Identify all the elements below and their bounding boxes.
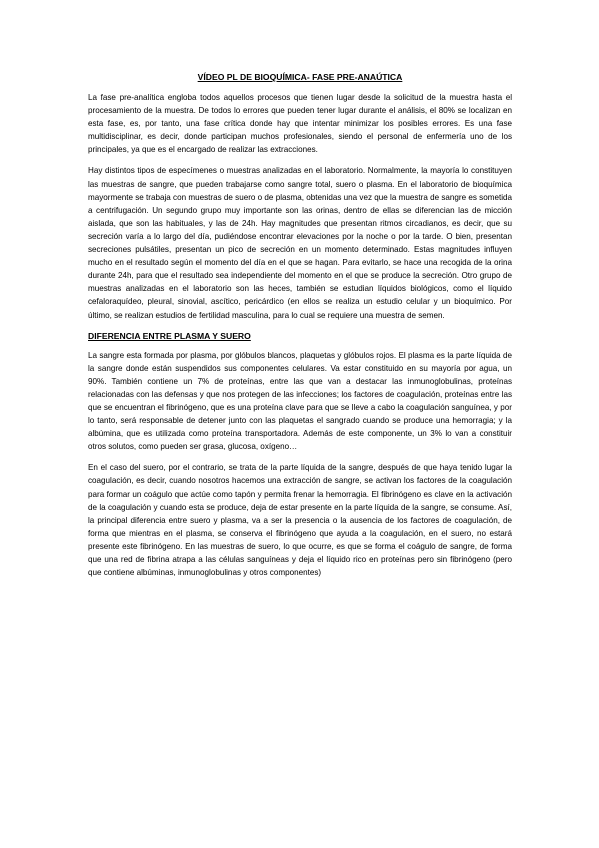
intro-paragraph: La fase pre-analítica engloba todos aquellos procesos que tienen lugar desde la solicitud de la muestra hasta el procesamiento de la muestra. De todos lo errores que pueden tener lugar durante el análisis, el 80% se localizan en esta fase, es, por tanto, una fase crítica donde hay que intentar minimizar los posibles errores. Es una fase multidisciplinar, es decir, donde participan muchos profesionales, siendo el personal de enfermería uno de los principales, ya que es el encargado de realizar las extracciones. (88, 93, 512, 155)
section-heading: DIFERENCIA ENTRE PLASMA Y SUERO (88, 330, 251, 341)
document-body (88, 71, 512, 587)
samples-paragraph: Hay distintos tipos de especímenes o muestras analizadas en el laboratorio. Normalmente, la mayoría lo constituyen las muestras de sangre, que pueden trabajarse como sangre total, suero o plasma. En el laboratorio de bioquímica mayormente se trabaja con muestras de suero o de plasma, obtenidas una vez que la muestra de sangre es sometida a centrifugación. Un segundo grupo muy importante son las orinas, dentro de ellas se diferencian las de micción aislada, que son las habituales, y las de 24h. Hay magnitudes que presentan ritmos circadianos, es decir, que su secreción varía a lo largo del día, pudiéndose encontrar elevaciones por la noche o por la tarde. O bien, presentan secreciones pulsátiles, presentan un pico de secreción en un momento determinado. Estas magnitudes influyen mucho en el resultado según el momento del día en el que se hagan. Para evitarlo, se hace una recogida de la orina durante 24h, para que el resultado sea independiente del momento en el que se produce la secreción. Otro grupo de muestras analizadas en el laboratorio son las heces, también se estudian líquidos biológicos, como el líquido cefaloraquídeo, pleural, sinovial, ascítico, pericárdico (en ellos se realiza un estudio celular y un bioquímico. Por último, se realizan estudios de fertilidad masculina, para lo cual se requiere una muestra de semen. (88, 166, 512, 320)
serum-paragraph: En el caso del suero, por el contrario, se trata de la parte líquida de la sangre, después de que haya tenido lugar la coagulación, es decir, cuando nosotros hacemos una extracción de sangre, se activan los factores de la coagulación para formar un coágulo que actúe como tapón y permita frenar la hemorragia. El fibrinógeno es clave en la activación de la coagulación y cuando esta se produce, deja de estar presente en la parte líquida de la sangre, se consume. Así, la principal diferencia entre suero y plasma, va a ser la presencia o la ausencia de los factores de coagulación, de forma que mientras en el plasma, se conserva el fibrinógeno que ayuda a la coagulación, en el suero, no estará presente este fibrinógeno. En las muestras de suero, lo que ocurre, es que se forma el coágulo de sangre, de forma que una red de fibrina atrapa a las células sanguíneas y deja el líquido rico en proteínas pero sin fibrinógeno (pero que contiene albúminas, inmunoglobulinas y otros componentes) (88, 463, 512, 578)
plasma-paragraph: La sangre esta formada por plasma, por glóbulos blancos, plaquetas y glóbulos rojos. El plasma es la parte líquida de la sangre donde están suspendidos sus componentes celulares. Va estar constituido en su mayoría por agua, un 90%. También contiene un 7% de proteínas, entre las que van a destacar las inmunoglobulinas, proteínas relacionadas con las defensas y que nos protegen de las infecciones; los factores de coagulación, proteínas entre las que se encuentran el fibrinógeno, que es una proteína clave para que se lleve a cabo la coagulación sanguínea, y por lo tanto, será responsable de detener junto con las plaquetas el sangrado cuando se produce una hemorragia; y la albúmina, que es utilizada como proteína transportadora. Además de este componente, un 3% lo van a constituir otros solutos, como pueden ser grasa, glucosa, oxígeno… (88, 350, 512, 452)
document-title: VÍDEO PL DE BIOQUÍMICA- FASE PRE-ANAÚTICA (197, 72, 403, 82)
